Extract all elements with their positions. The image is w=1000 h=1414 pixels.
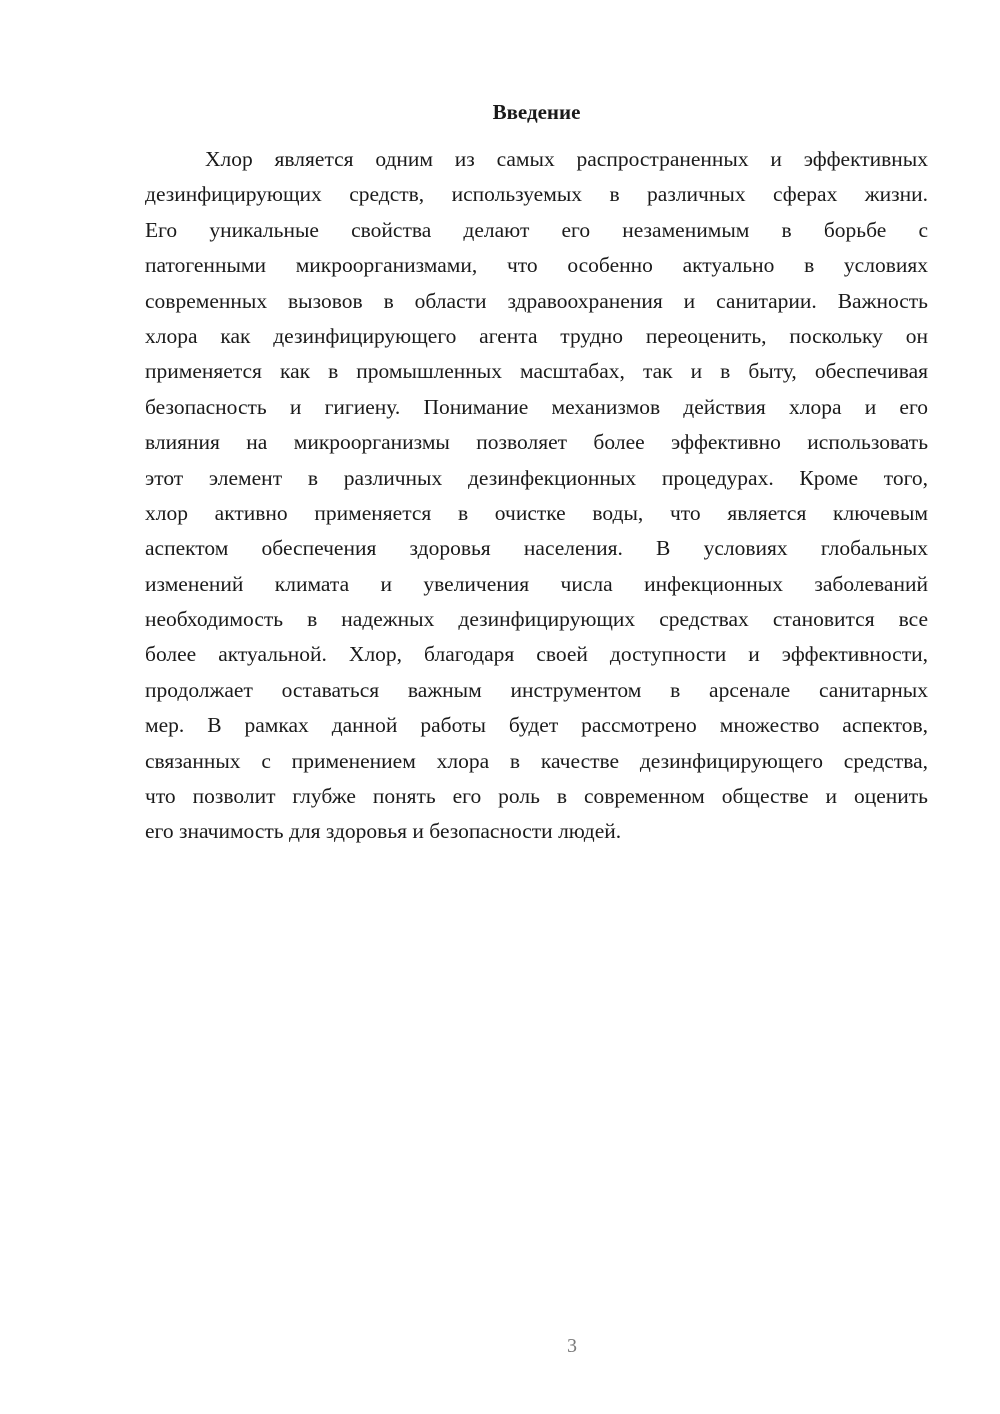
paragraph-line: хлора как дезинфицирующего агента трудно переоценить, поскольку он xyxy=(145,323,928,348)
paragraph-line: этот элемент в различных дезинфекционных процедурах. Кроме того, xyxy=(145,465,928,490)
paragraph-line: его значимость для здоровья и безопасности людей. xyxy=(145,819,622,844)
paragraph-line: влияния на микроорганизмы позволяет более эффективно использовать xyxy=(145,430,928,455)
paragraph-line: связанных с применением хлора в качестве дезинфицирующего средства, xyxy=(145,748,928,773)
paragraph-line: безопасность и гигиену. Понимание механизмов действия хлора и его xyxy=(145,394,928,419)
page-number: 3 xyxy=(567,1335,577,1357)
paragraph-line: мер. В рамках данной работы будет рассмотрено множество аспектов, xyxy=(145,713,928,738)
paragraph-line: Хлор является одним из самых распространенных и эффективных xyxy=(205,147,928,171)
paragraph-line: более актуальной. Хлор, благодаря своей доступности и эффективности, xyxy=(145,642,928,667)
paragraph-line: применяется как в промышленных масштабах, так и в быту, обеспечивая xyxy=(145,359,928,384)
paragraph-line: необходимость в надежных дезинфицирующих средствах становится все xyxy=(145,607,928,632)
section-heading: Введение xyxy=(492,100,581,124)
intro-paragraph xyxy=(145,142,928,850)
paragraph-line: что позволит глубже понять его роль в современном обществе и оценить xyxy=(145,784,928,809)
paragraph-line: продолжает оставаться важным инструментом в арсенале санитарных xyxy=(145,677,928,702)
paragraph-line: Его уникальные свойства делают его незаменимым в борьбе с xyxy=(145,217,928,242)
paragraph-line: аспектом обеспечения здоровья населения. В условиях глобальных xyxy=(145,536,928,561)
paragraph-line: патогенными микроорганизмами, что особенно актуально в условиях xyxy=(145,253,928,278)
paragraph-line: хлор активно применяется в очистке воды, что является ключевым xyxy=(145,500,928,525)
paragraph-line: современных вызовов в области здравоохранения и санитарии. Важность xyxy=(145,288,928,313)
paragraph-line: дезинфицирующих средств, используемых в различных сферах жизни. xyxy=(145,182,928,207)
paragraph-line: изменений климата и увеличения числа инфекционных заболеваний xyxy=(145,571,928,596)
